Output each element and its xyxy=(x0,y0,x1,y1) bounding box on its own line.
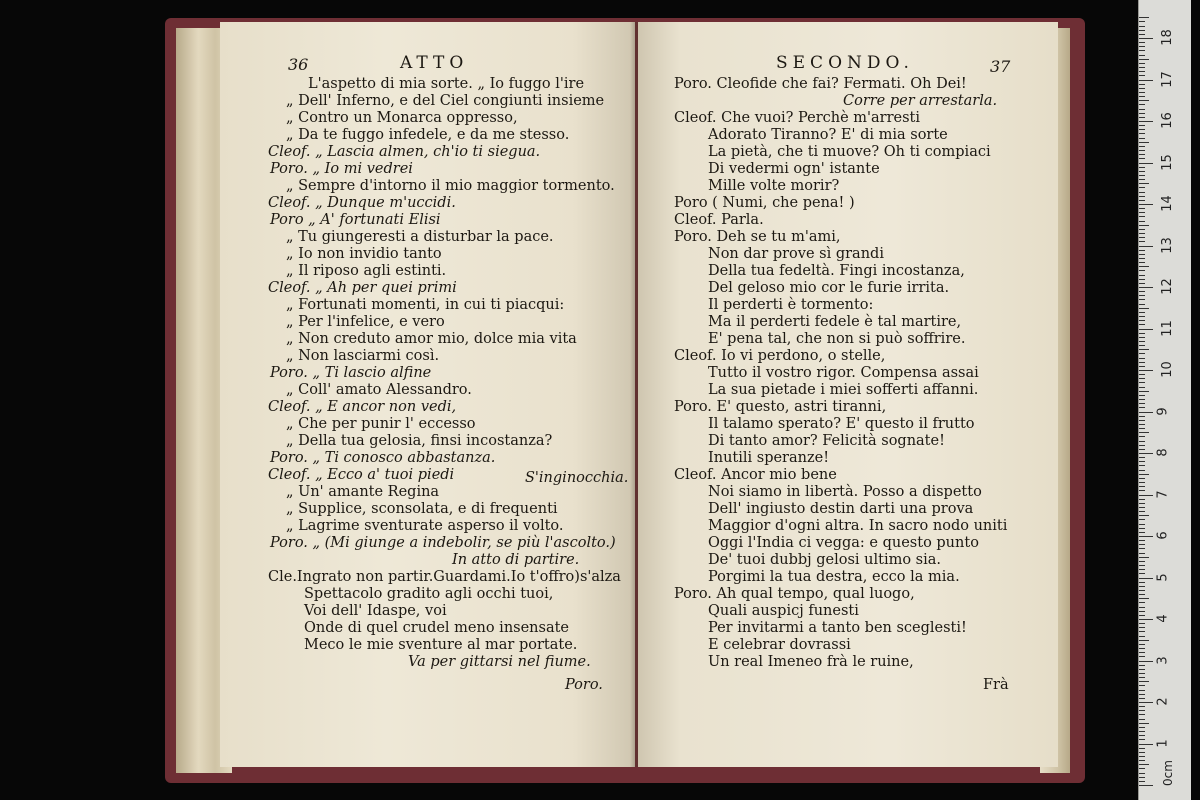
catchword: Frà xyxy=(983,677,1009,693)
ruler-tick xyxy=(1139,200,1145,201)
text-line: Tutto il vostro rigor. Compensa assai xyxy=(708,365,979,381)
ruler-tick xyxy=(1139,84,1145,85)
ruler-tick xyxy=(1139,154,1145,155)
ruler-tick xyxy=(1139,760,1145,761)
ruler-tick xyxy=(1139,34,1145,35)
text-line: Poro „ A' fortunati Elisi xyxy=(270,212,441,228)
ruler-tick xyxy=(1139,764,1149,765)
ruler-tick xyxy=(1139,623,1145,624)
ruler-tick xyxy=(1139,457,1145,458)
ruler-tick xyxy=(1139,507,1145,508)
ruler-tick xyxy=(1139,407,1145,408)
text-line: Della tua fedeltà. Fingi incostanza, xyxy=(708,263,965,279)
ruler-tick xyxy=(1139,138,1145,139)
ruler-number: 14 xyxy=(1159,195,1175,212)
ruler-tick xyxy=(1139,486,1145,487)
text-line: Cleof. Che vuoi? Perchè m'arresti xyxy=(674,110,921,126)
ruler-number: 7 xyxy=(1155,489,1171,499)
ruler-tick xyxy=(1139,615,1145,616)
ruler-tick xyxy=(1139,133,1145,134)
ruler-tick xyxy=(1139,532,1145,533)
ruler-tick xyxy=(1139,636,1145,637)
page-number-right: 37 xyxy=(990,57,1011,76)
ruler-tick xyxy=(1139,46,1145,47)
ruler-tick xyxy=(1139,399,1145,400)
running-header-left: ATTO xyxy=(400,53,469,73)
ruler-tick xyxy=(1139,304,1145,305)
ruler-tick xyxy=(1139,578,1153,579)
text-line: Cleof. Ancor mio bene xyxy=(674,467,837,483)
text-line: Cleof. Parla. xyxy=(674,212,764,228)
ruler-tick xyxy=(1139,698,1145,699)
ruler-tick xyxy=(1139,366,1145,367)
ruler-tick xyxy=(1139,594,1145,595)
ruler-tick xyxy=(1139,735,1145,736)
text-line: Poro. „ Io mi vedrei xyxy=(270,161,413,177)
ruler-tick xyxy=(1139,121,1153,122)
ruler-tick xyxy=(1139,395,1145,396)
text-line: Il perderti è tormento: xyxy=(708,297,874,313)
ruler-tick xyxy=(1139,146,1145,147)
ruler-tick xyxy=(1139,416,1145,417)
text-line: Poro ( Numi, che pena! ) xyxy=(674,195,855,211)
ruler-tick xyxy=(1139,511,1145,512)
ruler-tick xyxy=(1139,163,1153,164)
text-line: La pietà, che ti muove? Oh ti compiaci xyxy=(708,144,991,160)
ruler-tick xyxy=(1139,175,1145,176)
ruler-tick xyxy=(1139,158,1145,159)
ruler-tick xyxy=(1139,627,1145,628)
ruler-tick xyxy=(1139,503,1145,504)
ruler-number: 15 xyxy=(1159,153,1175,171)
ruler-tick xyxy=(1139,374,1145,375)
stage-direction: Corre per arrestarla. xyxy=(843,93,998,109)
text-line: Non dar prove sì grandi xyxy=(708,246,884,262)
ruler-tick xyxy=(1139,669,1145,670)
ruler-tick xyxy=(1139,731,1145,732)
ruler-tick xyxy=(1139,21,1145,22)
ruler-number: 17 xyxy=(1159,70,1175,88)
ruler-tick xyxy=(1139,744,1153,745)
text-line: „ Tu giungeresti a disturbar la pace. xyxy=(286,229,554,245)
ruler-tick xyxy=(1139,26,1145,27)
ruler-tick xyxy=(1139,420,1145,421)
ruler-tick xyxy=(1139,171,1145,172)
ruler-tick xyxy=(1139,661,1153,662)
text-line: Poro. „ Ti conosco abbastanza. xyxy=(270,450,496,466)
ruler-tick xyxy=(1139,283,1145,284)
ruler-tick xyxy=(1139,167,1145,168)
ruler-number: 6 xyxy=(1155,531,1171,540)
ruler-tick xyxy=(1139,652,1145,653)
text-line: „ Fortunati momenti, in cui ti piacqui: xyxy=(286,297,565,313)
text-line: E' pena tal, che non si può soffrire. xyxy=(708,331,966,347)
text-line: „ Della tua gelosia, finsi incostanza? xyxy=(286,433,553,449)
ruler-tick xyxy=(1139,428,1145,429)
text-line: Cle.Ingrato non partir.Guardami.Io t'offro)s'alza xyxy=(268,569,621,585)
text-line: Cleof. Io vi perdono, o stelle, xyxy=(674,348,886,364)
ruler-tick xyxy=(1139,723,1149,724)
ruler-tick xyxy=(1139,681,1149,682)
ruler-tick xyxy=(1139,482,1145,483)
ruler-tick xyxy=(1139,590,1145,591)
ruler-unit-label: 0cm xyxy=(1160,760,1175,786)
text-line: Poro. E' questo, astri tiranni, xyxy=(674,399,887,415)
ruler-tick xyxy=(1139,445,1145,446)
ruler-tick xyxy=(1139,287,1153,288)
ruler-tick xyxy=(1139,320,1145,321)
ruler-tick xyxy=(1139,316,1145,317)
ruler-tick xyxy=(1139,295,1145,296)
ruler-tick xyxy=(1139,241,1145,242)
text-line: Spettacolo gradito agli occhi tuoi, xyxy=(304,586,554,602)
ruler-tick xyxy=(1139,353,1145,354)
ruler-tick xyxy=(1139,752,1145,753)
catchword: Poro. xyxy=(565,677,603,693)
ruler-tick xyxy=(1139,42,1145,43)
ruler-tick xyxy=(1139,685,1145,686)
ruler-tick xyxy=(1139,117,1145,118)
ruler-tick xyxy=(1139,648,1145,649)
ruler-tick xyxy=(1139,391,1149,392)
ruler-tick xyxy=(1139,432,1149,433)
text-line: „ Che per punir l' eccesso xyxy=(286,416,476,432)
ruler-tick xyxy=(1139,341,1145,342)
ruler-tick xyxy=(1139,279,1145,280)
ruler-tick xyxy=(1139,75,1145,76)
text-line: Un real Imeneo frà le ruine, xyxy=(708,654,914,670)
ruler-tick xyxy=(1139,586,1145,587)
ruler-number: 16 xyxy=(1159,112,1175,129)
ruler-tick xyxy=(1139,208,1145,209)
running-header-right: SECONDO. xyxy=(776,53,914,73)
text-line: Poro. Ah qual tempo, qual luogo, xyxy=(674,586,915,602)
ruler-tick xyxy=(1139,142,1149,143)
ruler-tick xyxy=(1139,299,1145,300)
text-line: „ Sempre d'intorno il mio maggior tormento. xyxy=(286,178,615,194)
ruler-tick xyxy=(1139,768,1145,769)
ruler-tick xyxy=(1139,358,1145,359)
ruler-tick xyxy=(1139,714,1145,715)
ruler-tick xyxy=(1139,474,1149,475)
ruler-tick xyxy=(1139,499,1145,500)
text-line: Poro. Cleofide che fai? Fermati. Oh Dei! xyxy=(674,76,967,92)
text-line: „ Un' amante Regina xyxy=(286,484,440,500)
ruler-tick xyxy=(1139,254,1145,255)
ruler-tick xyxy=(1139,785,1153,786)
ruler-tick xyxy=(1139,362,1145,363)
ruler-tick xyxy=(1139,690,1145,691)
ruler-tick xyxy=(1139,561,1145,562)
ruler-tick xyxy=(1139,192,1145,193)
text-line: „ Da te fuggo infedele, e da me stesso. xyxy=(286,127,570,143)
ruler-tick xyxy=(1139,113,1145,114)
ruler-tick xyxy=(1139,495,1153,496)
ruler-tick xyxy=(1139,461,1145,462)
ruler-tick xyxy=(1139,337,1145,338)
ruler-tick xyxy=(1139,777,1145,778)
ruler-tick xyxy=(1139,739,1145,740)
ruler-tick xyxy=(1139,773,1145,774)
ruler-tick xyxy=(1139,412,1153,413)
text-line: Quali auspicj funesti xyxy=(708,603,859,619)
text-line: La sua pietade i miei sofferti affanni. xyxy=(708,382,979,398)
text-line: Adorato Tiranno? E' di mia sorte xyxy=(708,127,948,143)
ruler-number: 18 xyxy=(1159,29,1175,46)
text-line: E celebrar dovrassi xyxy=(708,637,851,653)
ruler-tick xyxy=(1139,470,1145,471)
ruler-tick xyxy=(1139,237,1145,238)
ruler-tick xyxy=(1139,519,1145,520)
ruler-tick xyxy=(1139,129,1145,130)
ruler-tick xyxy=(1139,582,1145,583)
ruler-tick xyxy=(1139,515,1149,516)
text-line: Cleof. „ Ah per quei primi xyxy=(268,280,457,296)
ruler-tick xyxy=(1139,88,1145,89)
text-line: „ Dell' Inferno, e del Ciel congiunti insieme xyxy=(286,93,605,109)
ruler-tick xyxy=(1139,424,1145,425)
ruler-tick xyxy=(1139,92,1145,93)
measurement-ruler xyxy=(1138,0,1191,800)
ruler-tick xyxy=(1139,50,1145,51)
ruler-tick xyxy=(1139,631,1145,632)
ruler-tick xyxy=(1139,183,1149,184)
ruler-tick xyxy=(1139,441,1145,442)
ruler-tick xyxy=(1139,387,1145,388)
ruler-tick xyxy=(1139,38,1153,39)
text-line: Di vedermi ogn' istante xyxy=(708,161,880,177)
text-line: Per invitarmi a tanto ben sceglesti! xyxy=(708,620,967,636)
stage-direction: Va per gittarsi nel fiume. xyxy=(408,654,591,670)
text-line: „ Lagrime sventurate asperso il volto. xyxy=(286,518,564,534)
text-line: De' tuoi dubbj gelosi ultimo sia. xyxy=(708,552,942,568)
ruler-number: 9 xyxy=(1155,406,1171,416)
ruler-tick xyxy=(1139,250,1145,251)
ruler-tick xyxy=(1139,436,1145,437)
ruler-tick xyxy=(1139,490,1145,491)
ruler-tick xyxy=(1139,59,1149,60)
text-line: Oggi l'India ci vegga: e questo punto xyxy=(708,535,979,551)
ruler-tick xyxy=(1139,677,1145,678)
text-line: Onde di quel crudel meno insensate xyxy=(304,620,570,636)
ruler-tick xyxy=(1139,727,1145,728)
stage-direction: S'inginocchia. xyxy=(525,470,629,486)
ruler-tick xyxy=(1139,179,1145,180)
ruler-number: 5 xyxy=(1155,572,1171,582)
ruler-tick xyxy=(1139,225,1149,226)
ruler-tick xyxy=(1139,540,1145,541)
ruler-tick xyxy=(1139,602,1145,603)
ruler-tick xyxy=(1139,378,1145,379)
ruler-number: 2 xyxy=(1155,697,1171,706)
text-line: Cleof. „ Ecco a' tuoi piedi xyxy=(268,467,455,483)
ruler-tick xyxy=(1139,212,1145,213)
text-line: Dell' ingiusto destin darti una prova xyxy=(708,501,974,517)
ruler-tick xyxy=(1139,694,1145,695)
ruler-tick xyxy=(1139,204,1153,205)
text-line: Poro. Deh se tu m'ami, xyxy=(674,229,841,245)
ruler-tick xyxy=(1139,565,1145,566)
text-line: Voi dell' Idaspe, voi xyxy=(304,603,447,619)
ruler-tick xyxy=(1139,557,1149,558)
text-line: „ Io non invidio tanto xyxy=(286,246,442,262)
ruler-tick xyxy=(1139,333,1145,334)
ruler-tick xyxy=(1139,233,1145,234)
ruler-tick xyxy=(1139,748,1145,749)
ruler-tick xyxy=(1139,573,1145,574)
ruler-tick xyxy=(1139,706,1145,707)
ruler-tick xyxy=(1139,710,1145,711)
ruler-tick xyxy=(1139,67,1145,68)
ruler-tick xyxy=(1139,312,1145,313)
text-line: Meco le mie sventure al mar portate. xyxy=(304,637,578,653)
ruler-tick xyxy=(1139,329,1153,330)
ruler-tick xyxy=(1139,656,1145,657)
ruler-number: 13 xyxy=(1159,236,1175,254)
ruler-tick xyxy=(1139,308,1149,309)
ruler-tick xyxy=(1139,349,1149,350)
ruler-tick xyxy=(1139,370,1153,371)
text-line: Cleof. „ Dunque m'uccidi. xyxy=(268,195,456,211)
ruler-tick xyxy=(1139,619,1153,620)
ruler-tick xyxy=(1139,598,1149,599)
ruler-tick xyxy=(1139,275,1145,276)
right-page xyxy=(638,22,1058,767)
ruler-tick xyxy=(1139,644,1145,645)
stage-direction: In atto di partire. xyxy=(452,552,580,568)
ruler-tick xyxy=(1139,30,1145,31)
ruler-number: 1 xyxy=(1155,738,1171,748)
ruler-tick xyxy=(1139,465,1145,466)
text-line: „ Coll' amato Alessandro. xyxy=(286,382,472,398)
ruler-tick xyxy=(1139,607,1145,608)
ruler-tick xyxy=(1139,187,1145,188)
ruler-tick xyxy=(1139,100,1149,101)
ruler-tick xyxy=(1139,324,1145,325)
ruler-tick xyxy=(1139,246,1153,247)
text-line: Ma il perderti fedele è tal martire, xyxy=(708,314,962,330)
ruler-number: 11 xyxy=(1159,319,1175,337)
text-line: „ Non creduto amor mio, dolce mia vita xyxy=(286,331,577,347)
ruler-tick xyxy=(1139,221,1145,222)
ruler-number: 12 xyxy=(1159,278,1175,295)
ruler-tick xyxy=(1139,96,1145,97)
ruler-tick xyxy=(1139,125,1145,126)
ruler-number: 4 xyxy=(1155,614,1171,623)
ruler-number: 10 xyxy=(1159,361,1175,378)
ruler-tick xyxy=(1139,266,1149,267)
ruler-tick xyxy=(1139,403,1145,404)
text-line: „ Per l'infelice, e vero xyxy=(286,314,445,330)
ruler-tick xyxy=(1139,719,1145,720)
ruler-tick xyxy=(1139,150,1145,151)
ruler-tick xyxy=(1139,453,1153,454)
ruler-tick xyxy=(1139,640,1149,641)
ruler-number: 8 xyxy=(1155,448,1171,457)
ruler-tick xyxy=(1139,673,1145,674)
ruler-tick xyxy=(1139,544,1145,545)
ruler-tick xyxy=(1139,109,1145,110)
ruler-tick xyxy=(1139,524,1145,525)
text-line: Noi siamo in libertà. Posso a dispetto xyxy=(708,484,982,500)
ruler-tick xyxy=(1139,55,1145,56)
ruler-tick xyxy=(1139,345,1145,346)
ruler-tick xyxy=(1139,291,1145,292)
text-line: Del geloso mio cor le furie irrita. xyxy=(708,280,950,296)
ruler-tick xyxy=(1139,569,1145,570)
ruler-tick xyxy=(1139,63,1145,64)
ruler-tick xyxy=(1139,756,1145,757)
ruler-tick xyxy=(1139,216,1145,217)
ruler-tick xyxy=(1139,382,1145,383)
text-line: Cleof. „ Lascia almen, ch'io ti siegua. xyxy=(268,144,541,160)
ruler-tick xyxy=(1139,270,1145,271)
ruler-number: 3 xyxy=(1155,655,1171,665)
text-line: „ Contro un Monarca oppresso, xyxy=(286,110,518,126)
ruler-tick xyxy=(1139,258,1145,259)
ruler-tick xyxy=(1139,478,1145,479)
text-line: Inutili speranze! xyxy=(708,450,830,466)
text-line: „ Il riposo agli estinti. xyxy=(286,263,447,279)
text-line: Poro. „ (Mi giunge a indebolir, se più l'ascolto.) xyxy=(270,535,616,551)
ruler-tick xyxy=(1139,104,1145,105)
text-line: Di tanto amor? Felicità sognate! xyxy=(708,433,945,449)
ruler-tick xyxy=(1139,80,1153,81)
ruler-tick xyxy=(1139,17,1149,18)
ruler-tick xyxy=(1139,536,1153,537)
ruler-tick xyxy=(1139,229,1145,230)
ruler-tick xyxy=(1139,781,1145,782)
text-line: „ Supplice, sconsolata, e di frequenti xyxy=(286,501,558,517)
text-line: „ Non lasciarmi così. xyxy=(286,348,440,364)
ruler-tick xyxy=(1139,528,1145,529)
text-line: L'aspetto di mia sorte. „ Io fuggo l'ire xyxy=(308,76,585,92)
ruler-tick xyxy=(1139,611,1145,612)
ruler-tick xyxy=(1139,553,1145,554)
ruler-tick xyxy=(1139,548,1145,549)
ruler-tick xyxy=(1139,449,1145,450)
text-line: Mille volte morir? xyxy=(708,178,840,194)
left-page xyxy=(220,22,635,767)
text-line: Il talamo sperato? E' questo il frutto xyxy=(708,416,975,432)
ruler-tick xyxy=(1139,196,1145,197)
ruler-tick xyxy=(1139,702,1153,703)
ruler-tick xyxy=(1139,262,1145,263)
ruler-tick xyxy=(1139,71,1145,72)
text-line: Cleof. „ E ancor non vedi, xyxy=(268,399,457,415)
text-line: Porgimi la tua destra, ecco la mia. xyxy=(708,569,960,585)
text-line: Maggior d'ogni altra. In sacro nodo uniti xyxy=(708,518,1008,534)
text-line: Poro. „ Ti lascio alfine xyxy=(270,365,432,381)
ruler-tick xyxy=(1139,665,1145,666)
page-number-left: 36 xyxy=(288,55,309,74)
